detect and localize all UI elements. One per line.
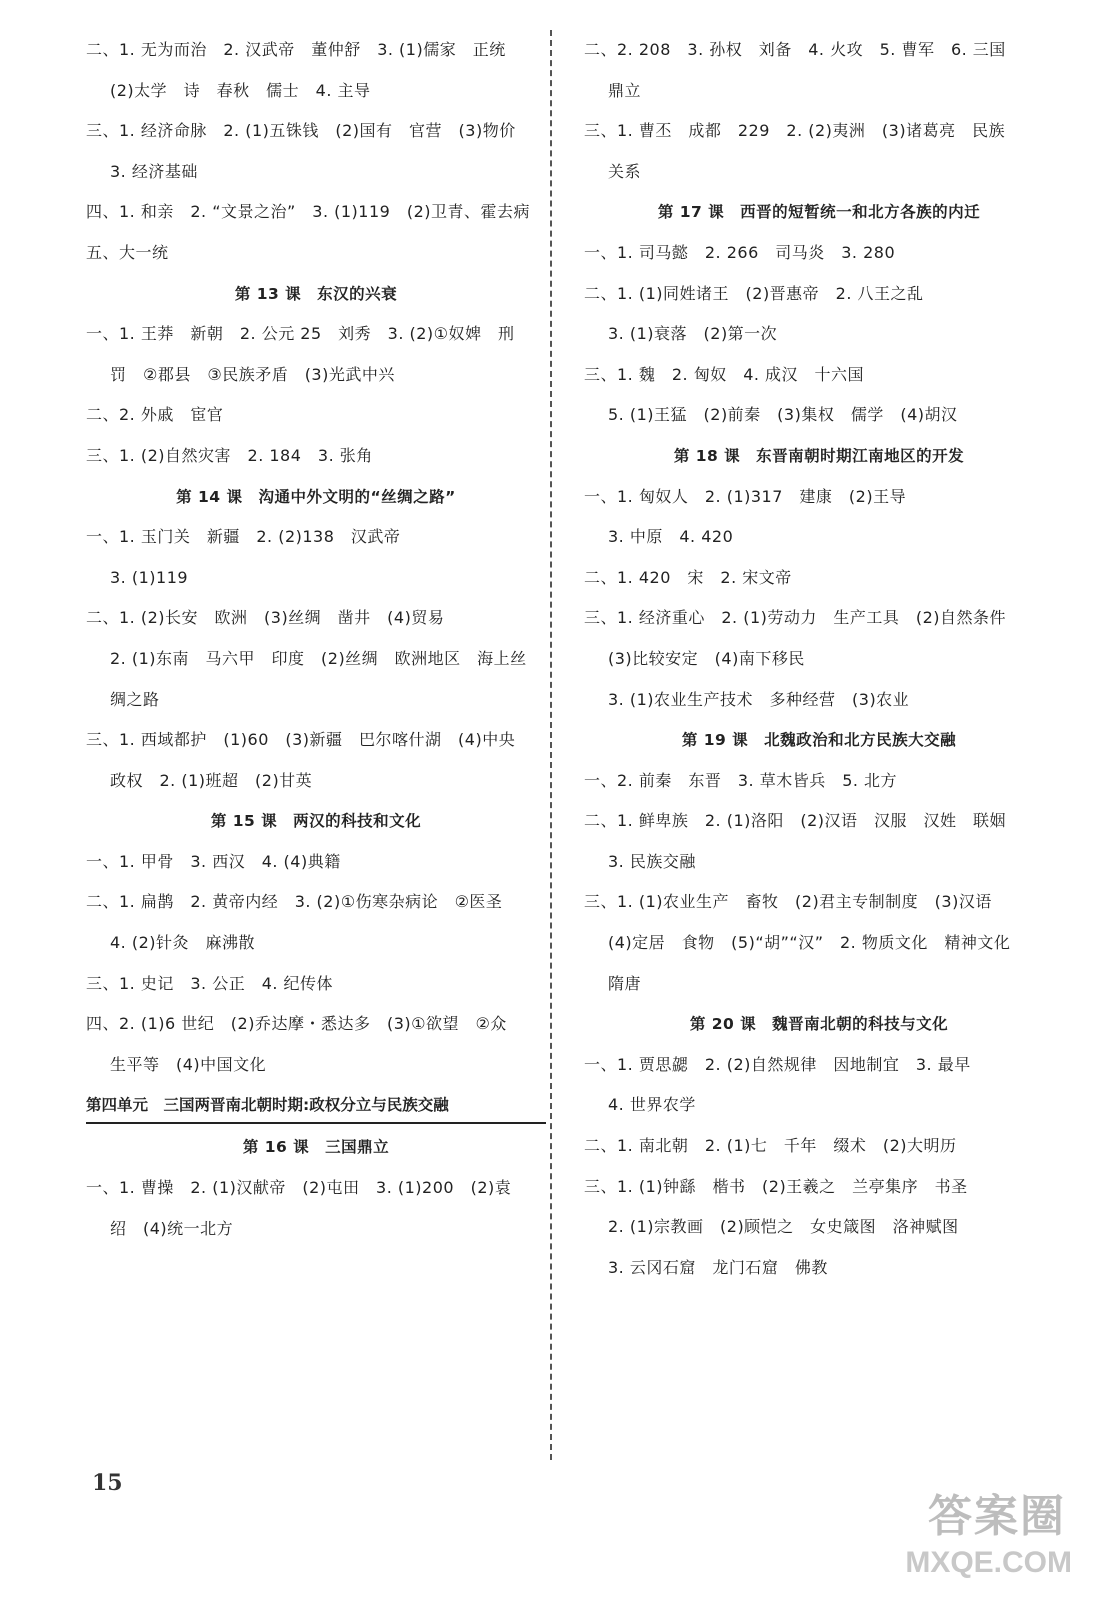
answer-line: 一、1. 王莽 新朝 2. 公元 25 刘秀 3. (2)①奴婢 刑 xyxy=(86,324,515,344)
watermark-logo xyxy=(902,1480,1072,1580)
column-divider xyxy=(550,30,552,1460)
answer-line-continued: 绸之路 xyxy=(110,689,160,709)
answer-line-continued: 生平等 (4)中国文化 xyxy=(110,1054,267,1074)
answer-line: 一、2. 前秦 东晋 3. 草木皆兵 5. 北方 xyxy=(584,770,898,790)
answer-line: 二、1. 鲜卑族 2. (1)洛阳 (2)汉语 汉服 汉姓 联姻 xyxy=(584,811,1007,831)
answer-line: 三、1. 经济命脉 2. (1)五铢钱 (2)国有 官营 (3)物价 xyxy=(86,121,516,141)
answer-line: 二、1. 南北朝 2. (1)七 千年 缀术 (2)大明历 xyxy=(584,1136,957,1156)
answer-line-continued: 3. (1)衰落 (2)第一次 xyxy=(608,324,778,344)
answer-line: 二、2. 外戚 宦官 xyxy=(86,405,224,425)
answer-line-continued: (3)比较安定 (4)南下移民 xyxy=(608,648,805,668)
answer-line-continued: 鼎立 xyxy=(608,80,642,100)
watermark-text-top: 答案圈 xyxy=(928,1491,1066,1542)
answer-line: 一、1. 司马懿 2. 266 司马炎 3. 280 xyxy=(584,242,896,262)
answer-line: 二、1. 420 宋 2. 宋文帝 xyxy=(584,567,792,587)
answer-line: 一、1. 曹操 2. (1)汉献帝 (2)屯田 3. (1)200 (2)袁 xyxy=(86,1178,512,1198)
answer-line: 四、2. (1)6 世纪 (2)乔达摩・悉达多 (3)①欲望 ②众 xyxy=(86,1014,507,1034)
answer-line-continued: 3. (1)119 xyxy=(110,567,189,587)
answer-line-continued: 2. (1)东南 马六甲 印度 (2)丝绸 欧洲地区 海上丝 xyxy=(110,648,527,668)
answer-line-continued: 3. 中原 4. 420 xyxy=(608,527,734,547)
answer-line: 三、1. 经济重心 2. (1)劳动力 生产工具 (2)自然条件 xyxy=(584,608,1007,628)
lesson-title: 第 16 课 三国鼎立 xyxy=(242,1138,390,1157)
lesson-title: 第 17 课 西晋的短暂统一和北方各族的内迁 xyxy=(657,203,981,222)
answer-line-continued: 3. 经济基础 xyxy=(110,161,198,181)
answer-line-continued: 罚 ②郡县 ③民族矛盾 (3)光武中兴 xyxy=(110,364,395,384)
answer-line: 五、大一统 xyxy=(86,242,169,262)
answer-line: 一、1. 匈奴人 2. (1)317 建康 (2)王导 xyxy=(584,486,907,506)
answer-line-continued: 2. (1)宗教画 (2)顾恺之 女史箴图 洛神赋图 xyxy=(608,1217,959,1237)
answer-line-continued: 政权 2. (1)班超 (2)甘英 xyxy=(110,770,313,790)
answer-line: 一、1. 玉门关 新疆 2. (2)138 汉武帝 xyxy=(86,527,401,547)
answer-line-continued: (2)太学 诗 春秋 儒士 4. 主导 xyxy=(110,80,371,100)
answer-line-continued: 3. 民族交融 xyxy=(608,851,696,871)
answer-line: 三、1. 史记 3. 公正 4. 纪传体 xyxy=(86,973,334,993)
lesson-title: 第 14 课 沟通中外文明的“丝绸之路” xyxy=(176,487,456,506)
answer-line-continued: 3. (1)农业生产技术 多种经营 (3)农业 xyxy=(608,689,910,709)
answer-line: 二、1. (2)长安 欧洲 (3)丝绸 凿井 (4)贸易 xyxy=(86,608,445,628)
answer-line: 二、1. 无为而治 2. 汉武帝 董仲舒 3. (1)儒家 正统 xyxy=(86,40,506,59)
answer-line-continued: 关系 xyxy=(608,161,642,181)
answer-line: 三、1. (1)钟繇 楷书 (2)王羲之 兰亭集序 书圣 xyxy=(584,1176,968,1196)
right-column xyxy=(584,30,1054,1288)
answer-line-continued: (4)定居 食物 (5)“胡”“汉” 2. 物质文化 精神文化 xyxy=(608,933,1011,953)
lesson-title: 第 18 课 东晋南朝时期江南地区的开发 xyxy=(673,446,965,465)
answer-line: 三、1. 魏 2. 匈奴 4. 成汉 十六国 xyxy=(584,364,865,384)
answer-line: 四、1. 和亲 2. “文景之治” 3. (1)119 (2)卫青、霍去病 xyxy=(86,202,531,222)
page-number: 15 xyxy=(92,1470,123,1496)
left-column xyxy=(86,30,546,1249)
answer-line: 三、1. 西域都护 (1)60 (3)新疆 巴尔喀什湖 (4)中央 xyxy=(86,730,516,750)
answer-line: 三、1. (1)农业生产 畜牧 (2)君主专制制度 (3)汉语 xyxy=(584,892,992,912)
answer-line: 二、2. 208 3. 孙权 刘备 4. 火攻 5. 曹军 6. 三国 xyxy=(584,40,1006,59)
answer-line-continued: 3. 云冈石窟 龙门石窟 佛教 xyxy=(608,1257,828,1277)
answer-line-continued: 绍 (4)统一北方 xyxy=(110,1218,234,1238)
answer-line: 三、1. 曹丕 成都 229 2. (2)夷洲 (3)诸葛亮 民族 xyxy=(584,121,1006,141)
answer-line: 三、1. (2)自然灾害 2. 184 3. 张角 xyxy=(86,445,373,465)
answer-line-continued: 4. (2)针灸 麻沸散 xyxy=(110,933,256,953)
lesson-title: 第 15 课 两汉的科技和文化 xyxy=(210,812,422,831)
unit-title: 第四单元 三国两晋南北朝时期:政权分立与民族交融 xyxy=(86,1088,546,1124)
lesson-title: 第 20 课 魏晋南北朝的科技与文化 xyxy=(689,1015,949,1034)
answer-line: 二、1. 扁鹊 2. 黄帝内经 3. (2)①伤寒杂病论 ②医圣 xyxy=(86,892,503,912)
answer-line-continued: 5. (1)王猛 (2)前秦 (3)集权 儒学 (4)胡汉 xyxy=(608,405,958,425)
answer-line: 二、1. (1)同姓诸王 (2)晋惠帝 2. 八王之乱 xyxy=(584,283,924,303)
answer-line: 一、1. 贾思勰 2. (2)自然规律 因地制宜 3. 最早 xyxy=(584,1054,971,1074)
watermark-text-bottom: MXQE.COM xyxy=(905,1546,1072,1579)
lesson-title: 第 13 课 东汉的兴衰 xyxy=(234,284,398,303)
answer-line: 一、1. 甲骨 3. 西汉 4. (4)典籍 xyxy=(86,851,341,871)
answer-line-continued: 4. 世界农学 xyxy=(608,1095,696,1115)
lesson-title: 第 19 课 北魏政治和北方民族大交融 xyxy=(681,731,957,750)
answer-line-continued: 隋唐 xyxy=(608,973,642,993)
